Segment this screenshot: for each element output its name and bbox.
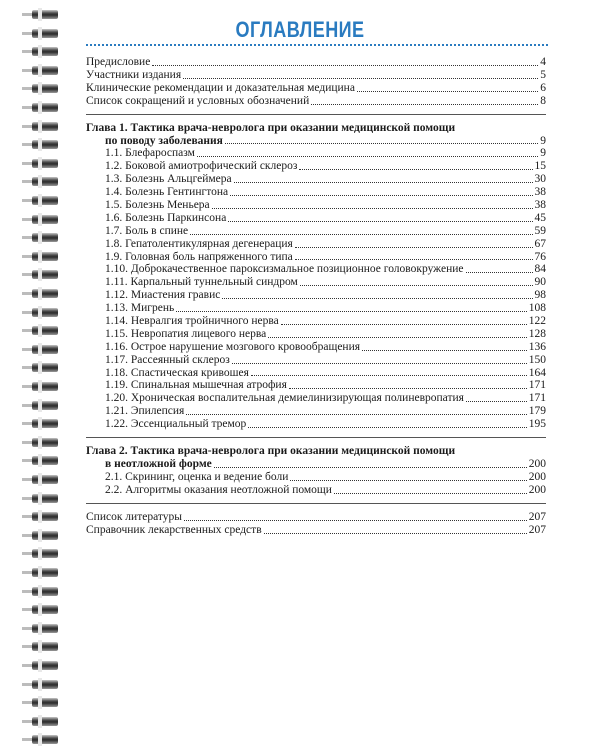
chapter-1-entry[interactable] — [86, 328, 546, 341]
chapter-2-title-line1: Глава 2. Тактика врача-невролога при оказании медицинской помощи — [86, 445, 456, 458]
binding-ring — [32, 289, 58, 298]
leader-dots — [289, 388, 527, 389]
chapter-2-heading[interactable] — [86, 445, 546, 471]
entry-page-number: 136 — [528, 340, 546, 353]
entry-label: 2.2. Алгоритмы оказания неотложной помощи — [105, 483, 332, 496]
front-matter-entry[interactable] — [86, 95, 546, 108]
entry-label: Клинические рекомендации и доказательная медицина — [86, 81, 355, 94]
binding-ring — [32, 624, 58, 633]
entry-label: 1.14. Невралгия тройничного нерва — [105, 315, 279, 328]
section-divider — [86, 503, 546, 504]
entry-page-number: 108 — [528, 302, 546, 315]
entry-page-number: 15 — [534, 160, 546, 173]
entry-page-number: 200 — [528, 470, 546, 483]
front-matter-entry[interactable] — [86, 82, 546, 95]
entry-page-number: 122 — [528, 315, 546, 328]
entry-label: 1.20. Хроническая воспалительная демиелинизирующая полиневропатия — [105, 392, 464, 405]
leader-dots — [290, 480, 526, 481]
leader-dots — [228, 221, 532, 222]
binding-ring — [32, 252, 58, 261]
leader-dots — [212, 208, 533, 209]
back-matter-entry[interactable] — [86, 511, 546, 524]
binding-ring — [32, 494, 58, 503]
leader-dots — [268, 337, 527, 338]
entry-page-number: 179 — [528, 405, 546, 418]
chapter-1-entry[interactable] — [86, 147, 546, 160]
front-matter-entry[interactable] — [86, 56, 546, 69]
chapter-1-entry[interactable] — [86, 160, 546, 173]
binding-ring — [32, 717, 58, 726]
leader-dots — [225, 143, 538, 144]
entry-label: 1.1. Блефароспазм — [105, 147, 195, 160]
entry-page-number: 171 — [528, 392, 546, 405]
chapter-2-page: 200 — [528, 458, 546, 471]
binding-ring — [32, 122, 58, 131]
binding-ring — [32, 605, 58, 614]
leader-dots — [299, 169, 532, 170]
binding-ring — [32, 680, 58, 689]
leader-dots — [466, 401, 527, 402]
entry-label: 1.13. Мигрень — [105, 302, 175, 315]
chapter-1-entry[interactable] — [86, 367, 546, 380]
chapter-1-entry[interactable] — [86, 354, 546, 367]
binding-ring — [32, 661, 58, 670]
binding-ring — [32, 382, 58, 391]
entry-label: Список сокращений и условных обозначений — [86, 94, 310, 107]
chapter-1-entry[interactable] — [86, 251, 546, 264]
entry-page-number: 90 — [534, 276, 546, 289]
chapter-1-entry[interactable] — [86, 405, 546, 418]
entry-label: 1.16. Острое нарушение мозгового кровообращения — [105, 340, 361, 353]
leader-dots — [248, 427, 526, 428]
entry-label: 1.19. Спинальная мышечная атрофия — [105, 379, 287, 392]
binding-ring — [32, 642, 58, 651]
binding-ring — [32, 66, 58, 75]
chapter-1-heading[interactable] — [86, 122, 546, 148]
chapter-2-items — [86, 471, 546, 497]
binding-ring — [32, 159, 58, 168]
leader-dots — [184, 520, 527, 521]
back-matter-entry[interactable] — [86, 524, 546, 537]
chapter-1-entry[interactable] — [86, 289, 546, 302]
leader-dots — [183, 78, 538, 79]
chapter-2-title-line2-row — [86, 458, 546, 471]
chapter-1-entry[interactable] — [86, 212, 546, 225]
chapter-1-title-line1: Глава 1. Тактика врача-невролога при оказании медицинской помощи — [86, 121, 456, 134]
leader-dots — [214, 467, 527, 468]
entry-page-number: 6 — [540, 81, 546, 94]
entry-label: 1.11. Карпальный туннельный синдром — [105, 276, 298, 289]
binding-ring — [32, 84, 58, 93]
entry-page-number: 207 — [528, 510, 546, 523]
page-title: ОГЛАВЛЕНИЕ — [235, 17, 365, 42]
binding-ring — [32, 475, 58, 484]
table-of-contents — [86, 56, 546, 537]
binding-ring — [32, 326, 58, 335]
entry-label: 1.3. Болезнь Альцгеймера — [105, 173, 232, 186]
back-matter-list — [86, 511, 546, 537]
binding-ring — [32, 177, 58, 186]
binding-ring — [32, 549, 58, 558]
title-divider — [86, 44, 548, 46]
entry-label: 1.18. Спастическая кривошея — [105, 366, 249, 379]
entry-label: 1.5. Болезнь Меньера — [105, 199, 210, 211]
leader-dots — [197, 156, 538, 157]
entry-label: 1.4. Болезнь Гентингтона — [105, 186, 229, 199]
chapter-1-entry[interactable] — [86, 199, 546, 212]
chapter-1-entry[interactable] — [86, 315, 546, 328]
entry-label: 1.17. Рассеянный склероз — [105, 353, 230, 366]
chapter-1-title-line2-row — [86, 135, 546, 148]
entry-page-number: 59 — [534, 224, 546, 237]
leader-dots — [295, 247, 533, 248]
entry-page-number: 38 — [534, 186, 546, 199]
leader-dots — [152, 65, 538, 66]
entry-label: 1.7. Боль в спине — [105, 224, 189, 237]
binding-ring — [32, 531, 58, 540]
binding-ring — [32, 140, 58, 149]
entry-label: 1.6. Болезнь Паркинсона — [105, 211, 227, 224]
leader-dots — [466, 272, 533, 273]
binding-ring — [32, 401, 58, 410]
entry-label: 2.1. Скрининг, оценка и ведение боли — [105, 470, 289, 483]
entry-label: 1.9. Головная боль напряженного типа — [105, 250, 293, 263]
chapter-1-entry[interactable] — [86, 276, 546, 289]
entry-page-number: 200 — [528, 483, 546, 496]
binding-ring — [32, 587, 58, 596]
binding-ring — [32, 735, 58, 744]
chapter-1-items — [86, 147, 546, 431]
leader-dots — [186, 414, 526, 415]
entry-label: Предисловие — [86, 55, 151, 68]
leader-dots — [264, 533, 527, 534]
entry-page-number: 4 — [540, 55, 546, 68]
entry-label: Справочник лекарственных средств — [86, 523, 262, 536]
binding-ring — [32, 103, 58, 112]
leader-dots — [234, 182, 533, 183]
entry-page-number: 8 — [540, 94, 546, 107]
binding-ring — [32, 233, 58, 242]
entry-page-number: 171 — [528, 379, 546, 392]
chapter-1-entry[interactable] — [86, 173, 546, 186]
entry-page-number: 150 — [528, 353, 546, 366]
chapter-1-entry[interactable] — [86, 302, 546, 315]
binding-ring — [32, 308, 58, 317]
entry-page-number: 164 — [528, 366, 546, 379]
entry-page-number: 30 — [534, 173, 546, 186]
chapter-1-entry[interactable] — [86, 341, 546, 354]
chapter-1-entry[interactable] — [86, 225, 546, 238]
entry-label: 1.8. Гепатолентикулярная дегенерация — [105, 237, 293, 250]
entry-label: 1.15. Невропатия лицевого нерва — [105, 327, 267, 340]
binding-ring — [32, 47, 58, 56]
leader-dots — [362, 350, 527, 351]
entry-label: Список литературы — [86, 510, 182, 523]
entry-page-number: 9 — [540, 147, 546, 160]
entry-label: 1.22. Эссенциальный тремор — [105, 418, 247, 431]
chapter-1-entry[interactable] — [86, 186, 546, 199]
binding-ring — [32, 512, 58, 521]
entry-page-number: 207 — [528, 523, 546, 536]
leader-dots — [230, 195, 532, 196]
binding-ring — [32, 419, 58, 428]
entry-page-number: 195 — [528, 418, 546, 431]
leader-dots — [311, 104, 538, 105]
chapter-2-title-line2: в неотложной форме — [105, 458, 212, 471]
entry-page-number: 128 — [528, 327, 546, 340]
entry-page-number: 45 — [534, 211, 546, 224]
entry-page-number: 67 — [534, 237, 546, 250]
chapter-1-entry[interactable] — [86, 379, 546, 392]
entry-label: 1.21. Эпилепсия — [105, 405, 185, 418]
chapter-1-page: 9 — [540, 134, 546, 147]
leader-dots — [222, 298, 532, 299]
leader-dots — [281, 324, 527, 325]
binding-ring — [32, 568, 58, 577]
leader-dots — [232, 363, 527, 364]
chapter-2-entry[interactable] — [86, 484, 546, 497]
binding-ring — [32, 345, 58, 354]
binding-ring — [32, 363, 58, 372]
binding-ring — [32, 215, 58, 224]
chapter-1-title-line2: по поводу заболевания — [105, 134, 223, 147]
spiral-binding — [0, 0, 72, 750]
leader-dots — [251, 375, 527, 376]
binding-ring — [32, 196, 58, 205]
leader-dots — [334, 493, 527, 494]
entry-label: 1.2. Боковой амиотрофический склероз — [105, 160, 298, 173]
leader-dots — [190, 234, 532, 235]
chapter-1-entry[interactable] — [86, 263, 546, 276]
binding-ring — [32, 456, 58, 465]
leader-dots — [295, 259, 533, 260]
entry-page-number: 84 — [534, 263, 546, 276]
binding-ring — [32, 438, 58, 447]
entry-label: 1.12. Миастения гравис — [105, 289, 221, 302]
binding-ring — [32, 270, 58, 279]
section-divider — [86, 437, 546, 438]
entry-page-number: 76 — [534, 250, 546, 263]
leader-dots — [300, 285, 533, 286]
chapter-2-entry[interactable] — [86, 471, 546, 484]
entry-page-number: 5 — [540, 68, 546, 81]
chapter-1-entry[interactable] — [86, 418, 546, 431]
leader-dots — [357, 91, 538, 92]
chapter-1-entry[interactable] — [86, 392, 546, 405]
chapter-1-entry[interactable] — [86, 238, 546, 251]
front-matter-list — [86, 56, 546, 108]
entry-label: 1.10. Доброкачественное пароксизмальное позиционное головокружение — [105, 263, 464, 276]
entry-label: Участники издания — [86, 68, 182, 81]
front-matter-entry[interactable] — [86, 69, 546, 82]
entry-page-number: 38 — [534, 199, 546, 211]
leader-dots — [176, 311, 527, 312]
section-divider — [86, 114, 546, 115]
binding-ring — [32, 698, 58, 707]
entry-page-number: 98 — [534, 289, 546, 302]
